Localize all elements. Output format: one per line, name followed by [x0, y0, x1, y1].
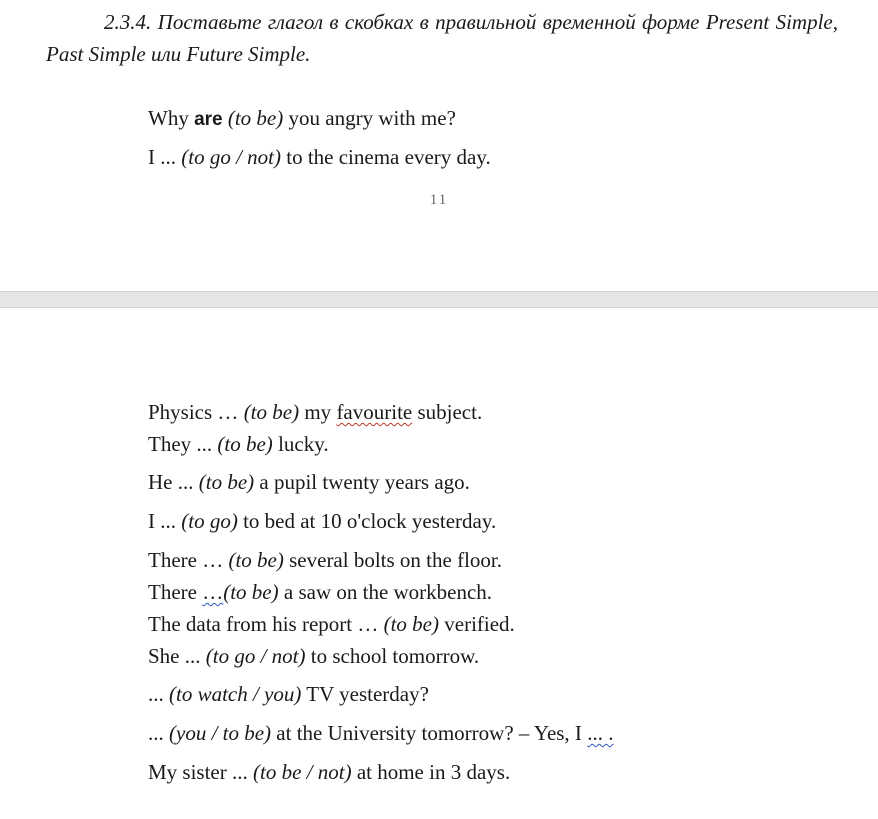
- item-text: [148, 507, 496, 535]
- item-text-run: There: [148, 580, 203, 604]
- item-text-run: ...: [148, 721, 169, 745]
- spellcheck-underlined-text: …: [202, 580, 224, 604]
- verb-hint: (to go / not): [205, 644, 306, 668]
- item-text: [148, 468, 470, 496]
- verb-hint: (to be): [228, 548, 284, 572]
- item-text: [148, 546, 502, 574]
- item-text-run: He ...: [148, 470, 199, 494]
- verb-hint: (to watch / you): [169, 682, 302, 706]
- item-text-run: They ...: [148, 432, 218, 456]
- item-text-run: I ...: [148, 509, 182, 533]
- verb-hint: (to be / not): [253, 760, 352, 784]
- item-text-run: are: [194, 109, 223, 130]
- exercise-heading: 2.3.4. Поставьте глагол в скобках в правильной временной форме Present Simple, Past Simple или Future Simple.: [46, 10, 838, 66]
- verb-hint: (to be): [227, 106, 284, 130]
- item-text-run: to school tomorrow.: [305, 644, 480, 668]
- item-text-run: at the University tomorrow? – Yes, I: [271, 721, 588, 745]
- page-break-gap: [0, 291, 878, 308]
- item-text-run: to the cinema every day.: [281, 145, 491, 169]
- item-text-run: The data from his report …: [148, 612, 384, 636]
- item-text-run: I ...: [148, 145, 182, 169]
- item-text-run: to bed at 10 o'clock yesterday.: [237, 509, 497, 533]
- item-text: [148, 610, 515, 638]
- item-text: [148, 578, 492, 606]
- item-text: [148, 758, 510, 786]
- document-page-lower: [0, 308, 878, 819]
- item-text: [148, 398, 482, 426]
- page-number: 11: [429, 192, 449, 208]
- verb-hint: (to be): [198, 470, 255, 494]
- spellcheck-underlined-text: favourite: [336, 400, 413, 424]
- item-text-run: There …: [148, 548, 229, 572]
- item-text-run: She ...: [148, 644, 206, 668]
- item-text-run: a pupil twenty years ago.: [254, 470, 470, 494]
- item-text: [148, 642, 479, 670]
- item-text: [148, 143, 491, 171]
- item-text-run: at home in 3 days.: [351, 760, 511, 784]
- item-text-run: My sister ...: [148, 760, 253, 784]
- verb-hint: (to be): [243, 400, 300, 424]
- item-text-run: a saw on the workbench.: [278, 580, 493, 604]
- item-text-run: Physics …: [148, 400, 244, 424]
- item-text: [148, 430, 329, 458]
- item-text-run: TV yesterday?: [301, 682, 429, 706]
- spellcheck-underlined-text: ... .: [587, 721, 614, 745]
- document-page-upper: [0, 0, 878, 291]
- verb-hint: (to be): [217, 432, 273, 456]
- item-text-run: ...: [148, 682, 169, 706]
- item-text-run: Why: [148, 106, 195, 130]
- verb-hint: (to go / not): [181, 145, 281, 169]
- item-text-run: my: [299, 400, 337, 424]
- item-text: [148, 680, 429, 708]
- item-text: [148, 719, 613, 747]
- item-text-run: verified.: [439, 612, 515, 636]
- item-text-run: lucky.: [272, 432, 329, 456]
- item-text: [148, 104, 456, 134]
- verb-hint: (to be): [383, 612, 439, 636]
- verb-hint: (you / to be): [169, 721, 272, 745]
- item-text-run: you angry with me?: [283, 106, 456, 130]
- item-text-run: subject.: [412, 400, 483, 424]
- verb-hint: (to go): [181, 509, 238, 533]
- verb-hint: (to be): [223, 580, 279, 604]
- item-text-run: several bolts on the floor.: [283, 548, 502, 572]
